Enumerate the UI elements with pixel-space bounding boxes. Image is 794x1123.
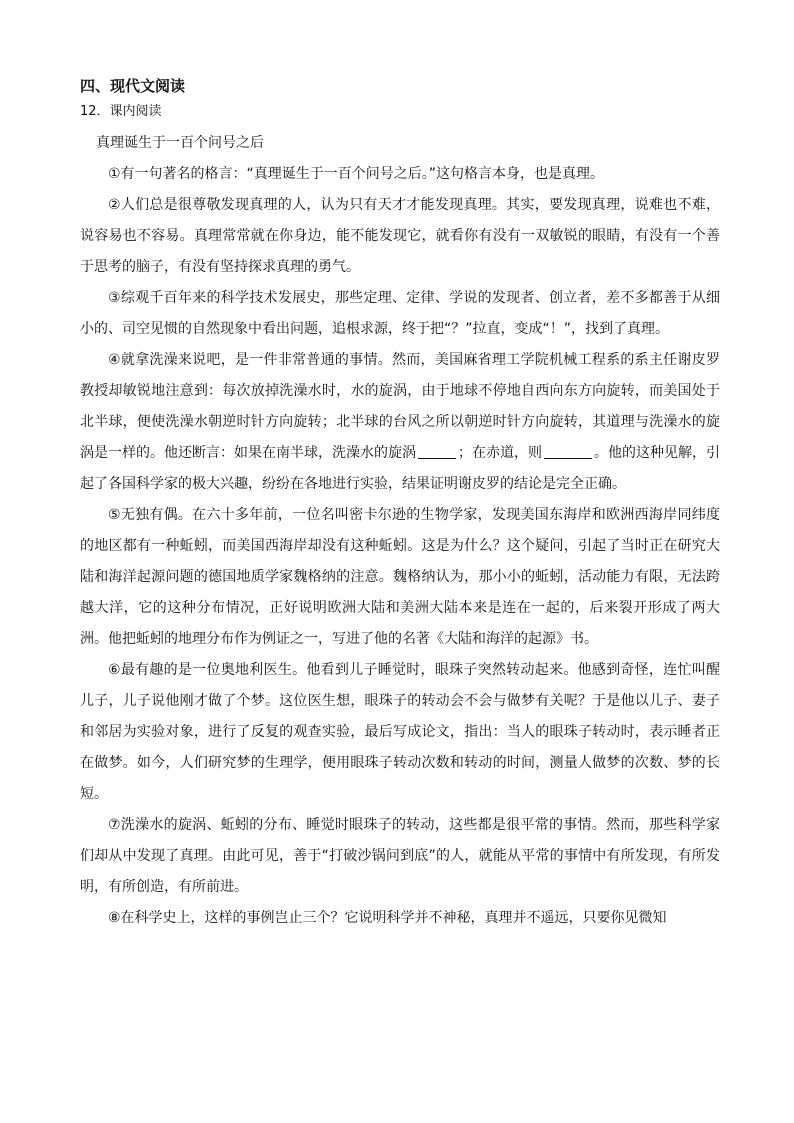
paragraph-4-text-3: 。他的这种见解，引起了各国科学家的极大兴趣，纷纷在各地进行实验，结果证明谢皮罗的结论是完全正确。: [80, 445, 720, 492]
paragraph-4-text-2: ；在赤道，则: [458, 445, 542, 461]
article-title: 真理诞生于一百个问号之后: [96, 135, 264, 151]
paragraph-7: ⑦洗澡水的旋涡、蚯蚓的分布、睡觉时眼珠子的转动，这些都是很平常的事情。然而，那些科学家们却从中发现了真理。由此可见，善于“打破沙锅问到底”的人，就能从平常的事情中有所发现，有所发明，有所创造，有所前进。: [80, 817, 720, 895]
paragraph-8: ⑧在科学史上，这样的事例岂止三个？它说明科学并不神秘，真理并不遥远，只要你见微知: [108, 910, 667, 926]
paragraph-5: ⑤无独有偶。在六十多年前，一位名叫密卡尔逊的生物学家，发现美国东海岸和欧洲西海岸同纬度的地区都有一种蚯蚓，而美国西海岸却没有这种蚯蚓。这是为什么？这个疑问，引起了当时正在研究大陆和海洋起源问题的德国地质学家魏格纳的注意。魏格纳认为，那小小的蚯蚓，活动能力有限，无法跨越大洋，它的这种分布情况，正好说明欧洲大陆和美洲大陆本来是连在一起的，后来裂开形成了两大洲。他把蚯蚓的地理分布作为例证之一，写进了他的名著《大陆和海洋的起源》书。: [80, 507, 720, 647]
article-body: [80, 159, 720, 934]
paragraph-2: ②人们总是很尊敬发现真理的人，认为只有天才才能发现真理。其实，要发现真理，说难也不难，说容易也不容易。真理常常就在你身边，能不能发现它，就看你有没有一双敏锐的眼睛，有没有一个善于思考的脑子，有没有坚持探求真理的勇气。: [80, 197, 720, 275]
paragraph-1: ①有一句著名的格言：“真理诞生于一百个问号之后。”这句格言本身，也是真理。: [108, 166, 605, 182]
answer-blank-southern[interactable]: [418, 442, 456, 459]
section-heading: 四、现代文阅读: [80, 77, 186, 95]
question-label: 12．课内阅读: [80, 104, 162, 119]
paragraph-6: ⑥最有趣的是一位奥地利医生。他看到儿子睡觉时，眼珠子突然转动起来。他感到奇怪，连忙叫醒儿子，儿子说他刚才做了个梦。这位医生想，眼珠子的转动会不会与做梦有关呢？于是他以儿子、妻子和邻居为实验对象，进行了反复的观查实验，最后写成论文，指出：当人的眼珠子转动时，表示睡者正在做梦。如今，人们研究梦的生理学，便用眼珠子转动次数和转动的时间，测量人做梦的次数、梦的长短。: [80, 662, 720, 802]
answer-blank-equator[interactable]: [544, 442, 592, 459]
paragraph-3: ③综观千百年来的科学技术发展史，那些定理、定律、学说的发现者、创立者，差不多都善于从细小的、司空见惯的自然现象中看出问题，追根求源，终于把“？”拉直，变成“！”，找到了真理。: [80, 290, 720, 337]
paragraph-4: [80, 345, 720, 500]
paragraph-4-text-1: ④就拿洗澡来说吧，是一件非常普通的事情。然而，美国麻省理工学院机械工程系的系主任谢皮罗教授却敏锐地注意到：每次放掉洗澡水时，水的旋涡，由于地球不停地自西向东方向旋转，而美国处于北半球，便使洗澡水朝逆时针方向旋转；北半球的台风之所以朝逆时针方向旋转，其道理与洗澡水的旋涡是一样的。他还断言：如果在南半球，洗澡水的旋涡: [80, 352, 720, 461]
